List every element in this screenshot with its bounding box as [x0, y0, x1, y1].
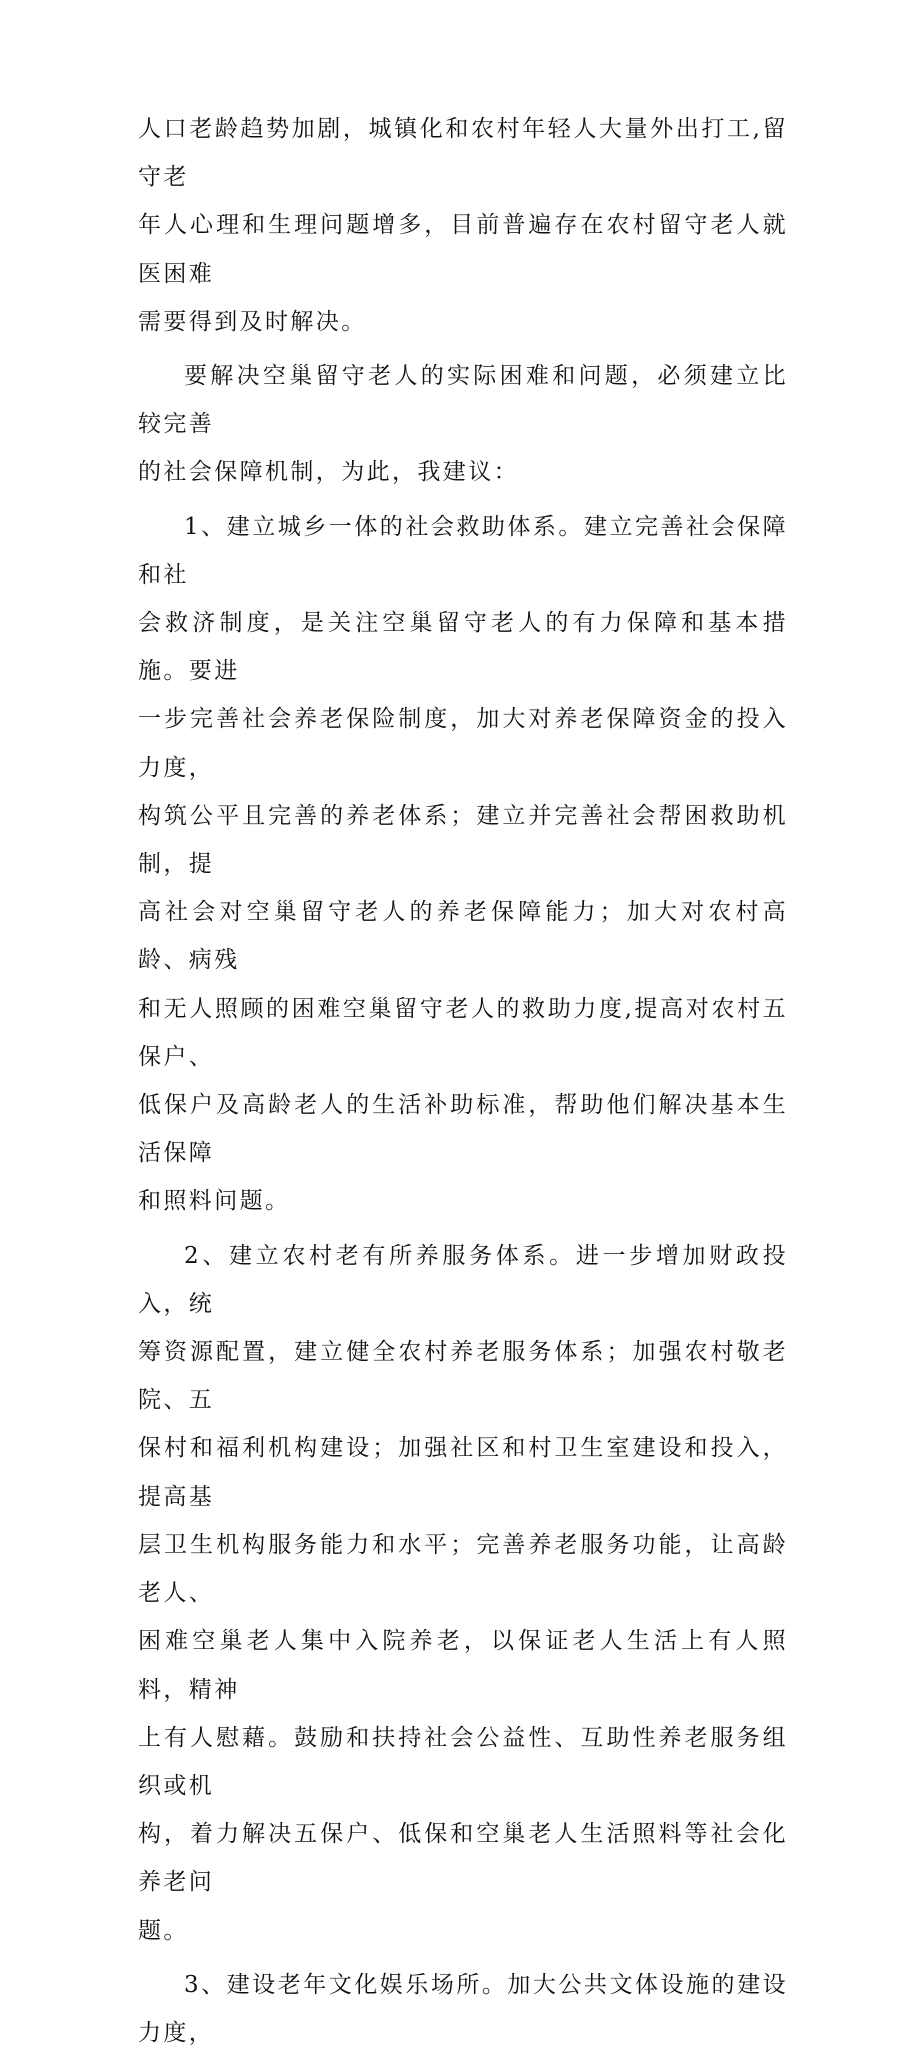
- paragraph-intro: 人口老龄趋势加剧，城镇化和农村年轻人大量外出打工,留守老 年人心理和生理问题增多，目前普遍存在农村留守老人就医困难 需要得到及时解决。: [138, 116, 788, 335]
- document-body: [138, 105, 788, 2057]
- paragraph-suggestion-3: 3、建设老年文化娱乐场所。加大公共文体设施的建设力度，: [138, 1971, 788, 2046]
- paragraph-suggestion-1: 1、建立城乡一体的社会救助体系。建立完善社会保障和社 会救济制度，是关注空巢留守老人的有力保障和基本措施。要进 一步完善社会养老保险制度，加大对养老保障资金的投入力度， 构筑公平且完善的养老体系；建立并完善社会帮困救助机制，提 高社会对空巢留守老人的养老保障能力；加大对农村高龄、病残 和无人照顾的困难空巢留守老人的救助力度,提高对农村五保户、 低保户及高龄老人的生活补助标准，帮助他们解决基本生活保障 和照料问题。: [138, 513, 788, 1215]
- paragraph-proposal-lead: 要解决空巢留守老人的实际困难和问题，必须建立比较完善 的社会保障机制，为此，我建议：: [138, 363, 788, 486]
- paragraph-suggestion-2: 2、建立农村老有所养服务体系。进一步增加财政投入，统 筹资源配置，建立健全农村养老服务体系；加强农村敬老院、五 保村和福利机构建设；加强社区和村卫生室建设和投入，提高基 层卫生机构服务能力和水平；完善养老服务功能，让高龄老人、 困难空巢老人集中入院养老，以保证老人生活上有人照料，精神 上有人慰藉。鼓励和扶持社会公益性、互助性养老服务组织或机 构，着力解决五保户、低保和空巢老人生活照料等社会化养老问 题。: [138, 1242, 788, 1944]
